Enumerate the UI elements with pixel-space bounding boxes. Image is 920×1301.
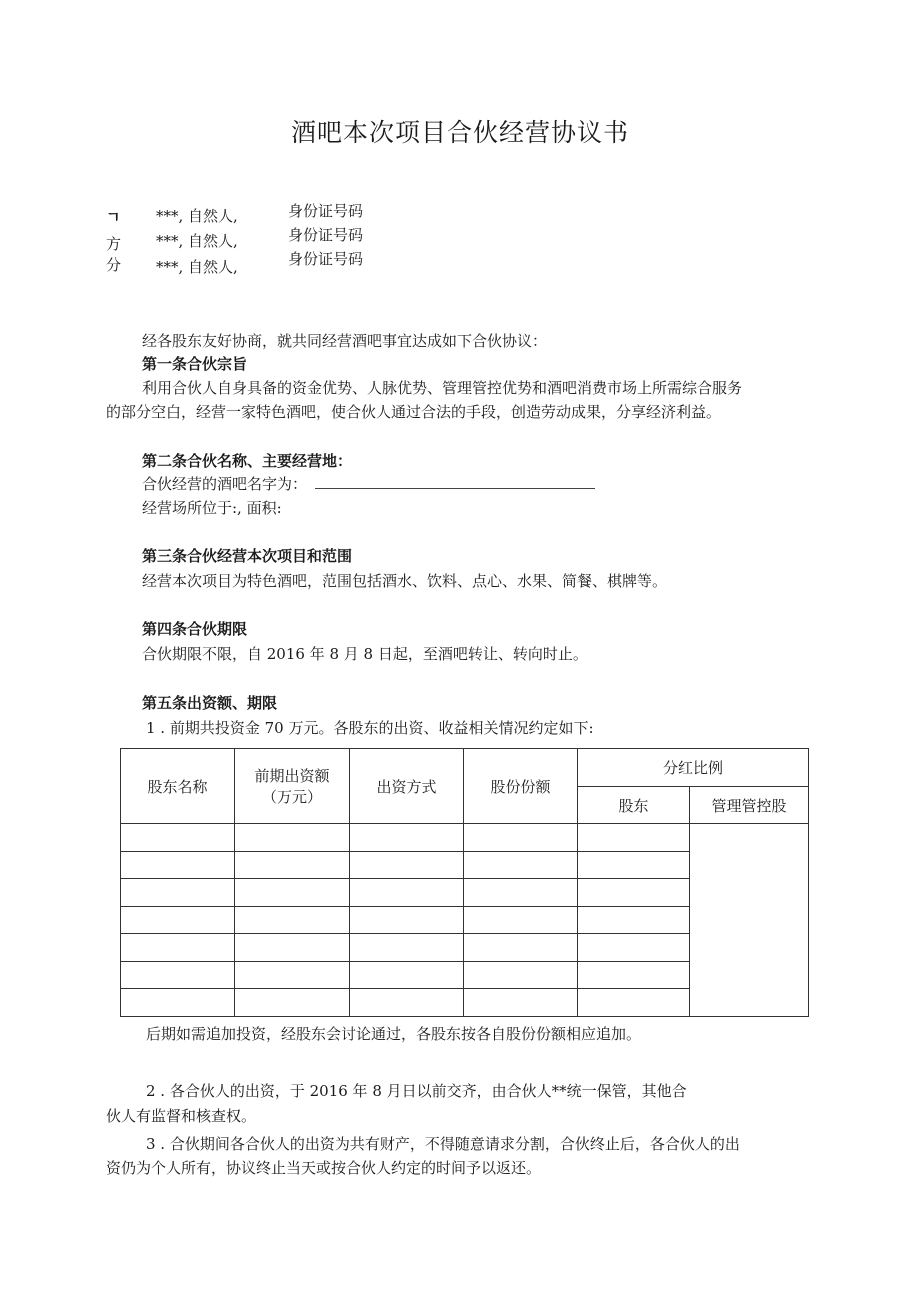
table-cell[interactable] [464, 906, 578, 934]
table-cell[interactable] [578, 961, 690, 989]
article5-item2-line2: 伙人有监督和核查权。 [106, 1107, 257, 1125]
table-cell[interactable] [235, 824, 350, 852]
table-cell[interactable] [464, 934, 578, 962]
table-cell[interactable] [464, 961, 578, 989]
article5-item2-line1: 2 . 各合伙人的出资，于 2016 年 8 月日以前交齐，由合伙人**统一保管，其他合 [146, 1082, 687, 1100]
table-cell[interactable] [350, 961, 464, 989]
table-cell[interactable] [578, 851, 690, 879]
subheader-shareholder: 股东 [578, 787, 690, 824]
subheader-management: 管理管控股 [690, 787, 809, 824]
table-cell[interactable] [464, 824, 578, 852]
article5-after-table: 后期如需追加投资，经股东会讨论通过，各股东按各自股份份额相应追加。 [146, 1025, 642, 1043]
article5-item1: 1 . 前期共投资金 70 万元。各股东的出资、收益相关情况约定如下: [146, 719, 594, 737]
header-initial-capital [235, 749, 350, 824]
table-cell[interactable] [578, 989, 690, 1017]
table-cell[interactable] [464, 851, 578, 879]
table-cell[interactable] [464, 989, 578, 1017]
header-initial-capital-line1: 前期出资额 [254, 767, 330, 785]
management-share-merged-cell[interactable] [690, 824, 809, 1017]
shareholder-table [120, 748, 809, 1017]
header-initial-capital-line2: （万元） [261, 788, 322, 806]
party-name-3: ***, 自然人, [156, 258, 238, 276]
header-shareholder-name: 股东名称 [121, 749, 235, 824]
party-name-1: ***, 自然人, [156, 207, 238, 225]
article5-heading: 第五条出资额、期限 [142, 694, 278, 712]
table-cell[interactable] [350, 934, 464, 962]
table-cell[interactable] [121, 906, 235, 934]
table-cell[interactable] [121, 934, 235, 962]
article2-name-line [142, 473, 595, 494]
table-cell[interactable] [235, 989, 350, 1017]
table-cell[interactable] [121, 989, 235, 1017]
table-cell[interactable] [235, 879, 350, 907]
article1-line1: 利用合伙人自身具备的资金优势、人脉优势、管理管控优势和酒吧消费市场上所需综合服务 [142, 379, 743, 397]
table-cell[interactable] [578, 934, 690, 962]
article1-line2: 的部分空白，经营一家特色酒吧，使合伙人通过合法的手段，创造劳动成果，分享经济利益。 [106, 403, 722, 421]
table-cell[interactable] [235, 906, 350, 934]
article4-body: 合伙期限不限，自 2016 年 8 月 8 日起，至酒吧转让、转向时止。 [142, 645, 588, 663]
table-cell[interactable] [350, 851, 464, 879]
table-header-row [121, 749, 809, 787]
table-row [121, 824, 809, 852]
table-cell[interactable] [121, 851, 235, 879]
table-cell[interactable] [578, 879, 690, 907]
table-cell[interactable] [121, 879, 235, 907]
table-cell[interactable] [235, 961, 350, 989]
document-title: 酒吧本次项目合伙经营协议书 [290, 118, 629, 147]
table-cell[interactable] [350, 989, 464, 1017]
table-cell[interactable] [464, 879, 578, 907]
table-cell[interactable] [235, 851, 350, 879]
bar-name-blank [315, 474, 595, 489]
article2-name-label: 合伙经营的酒吧名字为： [142, 475, 308, 493]
table-cell[interactable] [121, 824, 235, 852]
article3-heading: 第三条合伙经营本次项目和范围 [142, 547, 353, 565]
article5-item3-line1: 3 . 合伙期间各合伙人的出资为共有财产，不得随意请求分割，合伙终止后，各合伙人的出 [146, 1135, 740, 1153]
header-share-portion: 股份份额 [464, 749, 578, 824]
article5-item3-line2: 资仍为个人所有，协议终止当天或按合伙人约定的时间予以返还。 [106, 1159, 542, 1177]
party-side-label-2: 方 [106, 235, 122, 253]
intro-paragraph: 经各股东友好协商，就共同经营酒吧事宜达成如下合伙协议： [142, 332, 548, 350]
table-cell[interactable] [121, 961, 235, 989]
article2-heading: 第二条合伙名称、主要经营地： [142, 452, 353, 470]
party-side-label-1: ㄱ [106, 208, 121, 226]
party-side-label-3: 分 [106, 256, 122, 274]
table-cell[interactable] [350, 824, 464, 852]
party-name-2: ***, 自然人, [156, 232, 238, 250]
article2-location-line: 经营场所位于:, 面积: [142, 499, 282, 517]
table-cell[interactable] [235, 934, 350, 962]
party-id-label-2: 身份证号码 [288, 226, 364, 244]
table-cell[interactable] [350, 906, 464, 934]
table-cell[interactable] [578, 824, 690, 852]
party-id-label-1: 身份证号码 [288, 202, 364, 220]
header-contribution-method: 出资方式 [350, 749, 464, 824]
party-id-label-3: 身份证号码 [288, 250, 364, 268]
header-dividend-ratio: 分红比例 [578, 749, 809, 787]
article1-heading: 第一条合伙宗旨 [142, 355, 248, 373]
table-cell[interactable] [350, 879, 464, 907]
article4-heading: 第四条合伙期限 [142, 620, 248, 638]
table-cell[interactable] [578, 906, 690, 934]
article3-body: 经营本次项目为特色酒吧，范围包括酒水、饮料、点心、水果、简餐、棋牌等。 [142, 572, 668, 590]
